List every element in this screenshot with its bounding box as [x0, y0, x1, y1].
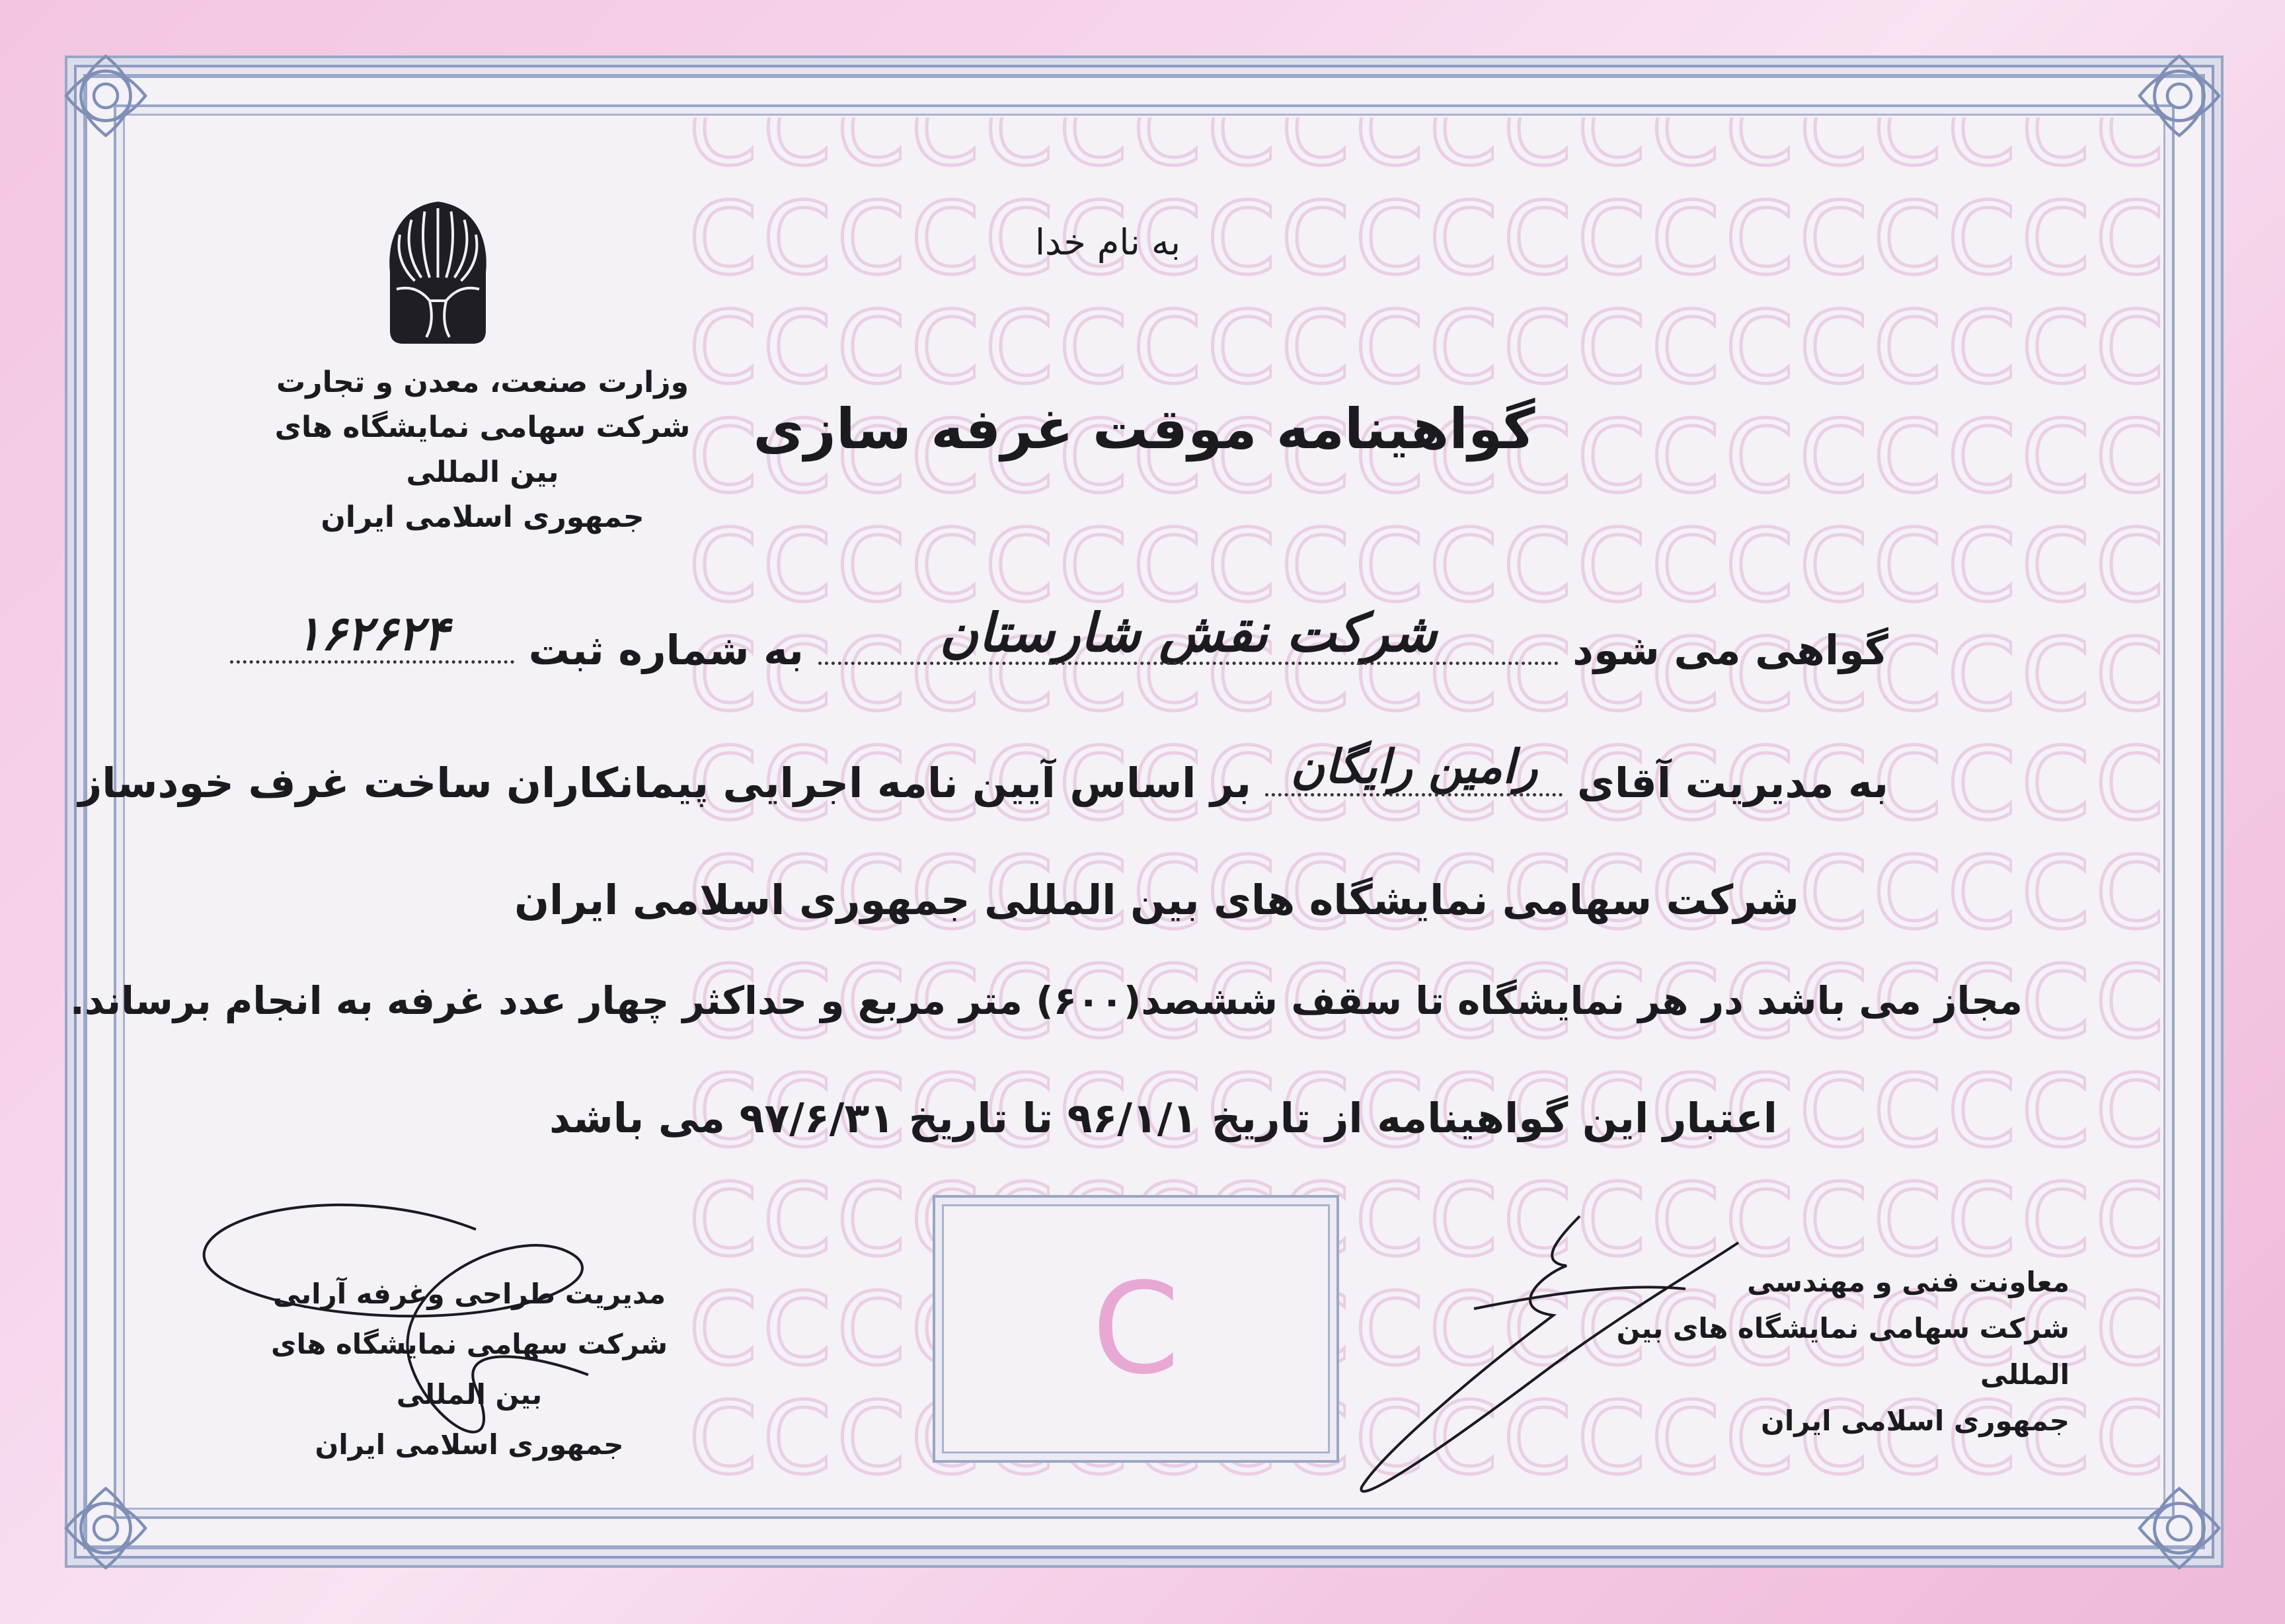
- registration-label: به شماره ثبت: [528, 626, 804, 674]
- certificate-title: گواهینامه موقت غرفه سازی: [753, 397, 1535, 461]
- signatory-org: شرکت سهامی نمایشگاه های بین المللی: [1616, 1312, 2070, 1391]
- signatory-country: جمهوری اسلامی ایران: [1760, 1405, 2070, 1437]
- body-line-4: مجاز می باشد در هر نمایشگاه تا سقف ششصد(۶۰۰) متر مربع و حداکثر چهار عدد غرفه به انجام برساند.: [69, 978, 2023, 1023]
- body-line-3: شرکت سهامی نمایشگاه های بین المللی جمهوری اسلامی ایران: [514, 876, 1799, 924]
- signatory-country: جمهوری اسلامی ایران: [315, 1428, 624, 1461]
- signatory-title: مدیریت طراحی وغرفه آرایی: [272, 1278, 666, 1310]
- manager-name: رامین رایگان: [1290, 739, 1538, 794]
- company-name: شرکت نقش شارستان: [939, 601, 1437, 664]
- right-handwritten-signature: [1342, 1203, 1765, 1507]
- corner-ornament-icon: [2130, 46, 2229, 145]
- signatory-title: معاونت فنی و مهندسی: [1747, 1266, 2070, 1298]
- company-name-dotline: [818, 662, 1559, 665]
- body-line-2: [78, 739, 1888, 808]
- invocation: به نام خدا: [1035, 221, 1181, 263]
- organization-logo: [380, 198, 496, 347]
- left-handwritten-signature: [192, 1190, 734, 1474]
- issuer-line: وزارت صنعت، معدن و تجارت: [276, 366, 689, 399]
- registration-number: ۱۶۲۶۲۴: [295, 605, 449, 661]
- signatory-org: شرکت سهامی نمایشگاه های بین المللی: [270, 1328, 668, 1411]
- stamp-box: [933, 1195, 1339, 1463]
- manager-name-dotline: [1265, 793, 1563, 796]
- corner-ornament-icon: [2130, 1479, 2229, 1578]
- registration-dotline: [230, 660, 514, 664]
- stamp-letter: C: [1092, 1256, 1180, 1402]
- management-label: به مدیریت آقای: [1577, 759, 1888, 807]
- issuer-block: [271, 360, 694, 540]
- regulation-text: بر اساس آیین نامه اجرایی پیمانکاران ساخت غرف خودساز: [78, 759, 1251, 807]
- corner-ornament-icon: [56, 1479, 155, 1578]
- certifies-label: گواهی می شود: [1572, 626, 1888, 674]
- issuer-line: شرکت سهامی نمایشگاه های بین المللی: [274, 410, 691, 489]
- validity-line: اعتبار این گواهینامه از تاریخ ۹۶/۱/۱ تا تاریخ ۹۷/۶/۳۱ می باشد: [549, 1094, 1777, 1142]
- issuer-line: جمهوری اسلامی ایران: [321, 500, 644, 534]
- body-line-1: [295, 601, 1888, 677]
- corner-ornament-icon: [56, 46, 155, 145]
